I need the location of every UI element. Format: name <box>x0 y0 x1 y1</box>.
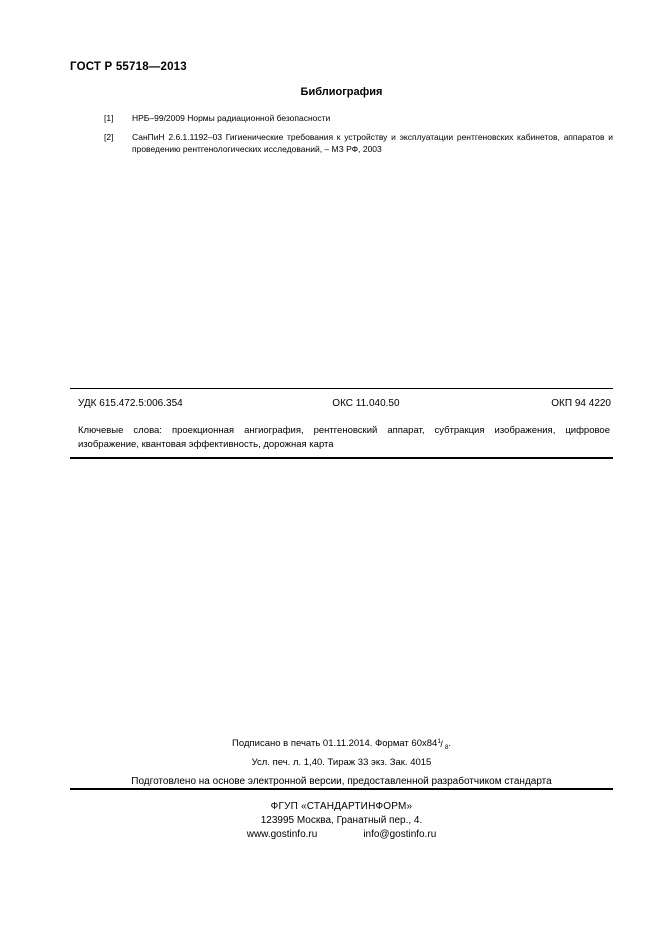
bibliography-entry-number: [2] <box>104 132 114 142</box>
section-heading-bibliography: Библиография <box>300 86 383 98</box>
bibliography-list <box>70 112 613 162</box>
fraction-denominator: 8 <box>444 744 449 751</box>
imprint-block <box>70 734 613 791</box>
publisher-website[interactable]: www.gostinfo.ru <box>246 829 318 840</box>
bibliography-entry-text: СанПиН 2.6.1.1192–03 Гигиенические требования к устройству и эксплуатации рентгеновских кабинетов, аппаратов и проведению рентгенологических исследований, – МЗ РФ, 2003 <box>132 132 613 154</box>
fraction-slash: / <box>440 739 443 749</box>
bibliography-entry-number: [1] <box>104 113 114 123</box>
bibliography-entry-text: НРБ–99/2009 Нормы радиационной безопасности <box>132 113 331 123</box>
running-head-standard-number: ГОСТ Р 55718—2013 <box>70 61 187 73</box>
publisher-email[interactable]: info@gostinfo.ru <box>363 829 437 840</box>
bibliography-entry <box>70 131 613 155</box>
imprint-signed-suffix: . <box>448 738 451 749</box>
classification-okp: ОКП 94 4220 <box>551 398 611 409</box>
classification-top-rule <box>70 388 613 389</box>
imprint-signed-line <box>70 734 613 753</box>
bibliography-entry <box>70 112 613 124</box>
fraction-numerator: 1 <box>437 738 441 745</box>
keywords-paragraph: Ключевые слова: проекционная ангиография, рентгеновский аппарат, субтракция изображения, цифровое изображение, квантовая эффективность, дорожная карта <box>78 425 610 450</box>
classification-udk: УДК 615.472.5:006.354 <box>78 398 183 409</box>
classification-row <box>70 397 613 411</box>
publisher-name: ФГУП «СТАНДАРТИНФОРМ» <box>270 801 413 812</box>
paper-format-fraction <box>437 736 449 751</box>
keywords-bottom-rule <box>70 457 613 459</box>
classification-oks: ОКС 11.040.50 <box>332 398 400 409</box>
imprint-prepared-note: Подготовлено на основе электронной версии, предоставленной разработчиком стандарта <box>131 776 552 787</box>
imprint-print-run: Усл. печ. л. 1,40. Тираж 33 экз. Зак. 4015 <box>251 757 432 768</box>
publisher-contacts <box>70 828 613 842</box>
imprint-signed-prefix: Подписано в печать 01.11.2014. Формат 60x84 <box>232 738 438 749</box>
publisher-address: 123995 Москва, Гранатный пер., 4. <box>260 815 423 826</box>
footer-top-rule <box>70 788 613 790</box>
publisher-block <box>70 800 613 842</box>
